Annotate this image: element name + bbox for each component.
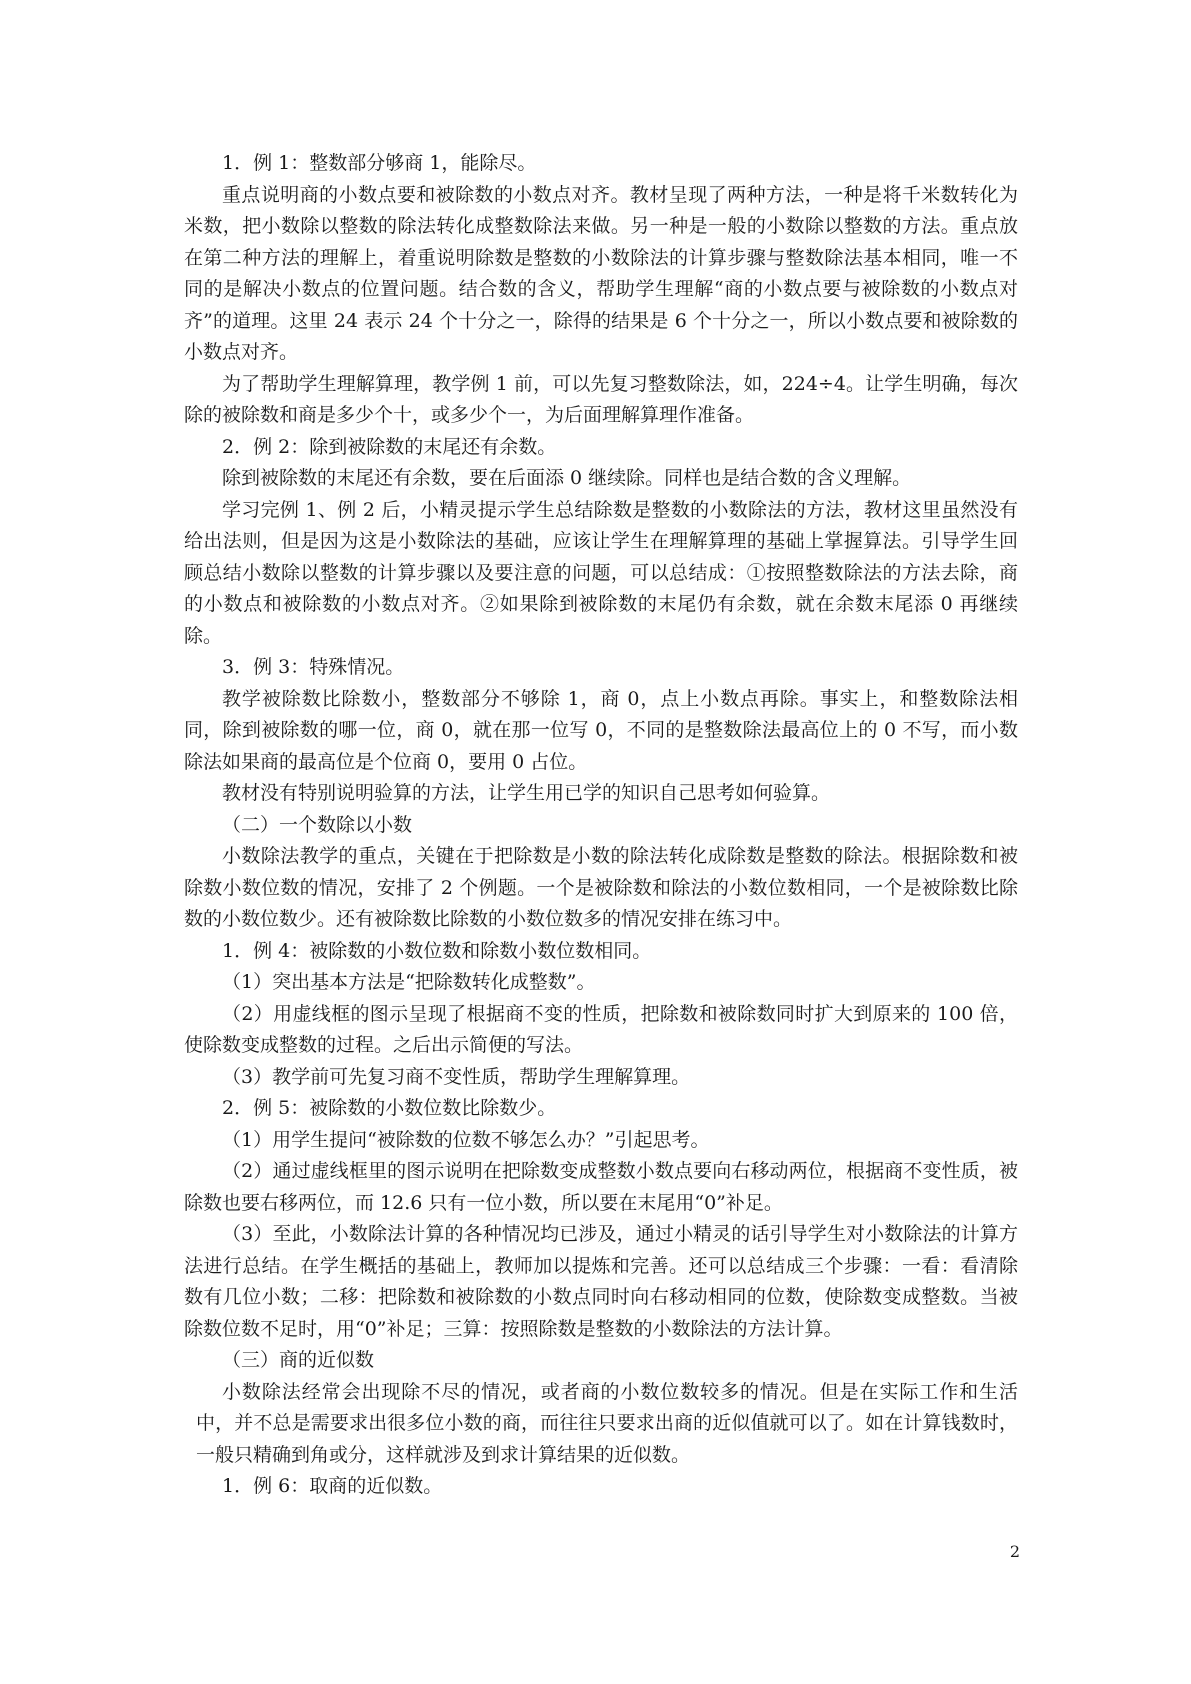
paragraph: （1）用学生提问“被除数的位数不够怎么办？”引起思考。 xyxy=(222,1128,710,1151)
paragraph: 除到被除数的末尾还有余数，要在后面添 0 继续除。同样也是结合数的含义理解。 xyxy=(222,467,912,489)
paragraph-example-6-heading: 1．例 6：取商的近似数。 xyxy=(222,1475,443,1497)
paragraph: 重点说明商的小数点要和被除数的小数点对齐。教材呈现了两种方法，一种是将千米数转化为米数，把小数除以整数的除法转化成整数除法来做。另一种是一般的小数除以整数的方法。重点放在第二种方法的理解上，着重说明除数是整数的小数除法的计算步骤与整数除法基本相同，唯一不同的是解决小数点的位置问题。结合数的含义，帮助学生理解“商的小数点要与被除数的小数点对齐”的道理。这里 24 表示 24 个十分之一，除得的结果是 6 个十分之一，所以小数点要和被除数的小数点对齐。 xyxy=(184,183,1018,363)
paragraph: （1）突出基本方法是“把除数转化成整数”。 xyxy=(222,971,596,993)
page-number: 2 xyxy=(1009,1542,1020,1561)
paragraph: （3）教学前可先复习商不变性质，帮助学生理解算理。 xyxy=(222,1065,691,1088)
paragraph: （2）通过虚线框里的图示说明在把除数变成整数小数点要向右移动两位，根据商不变性质，被除数也要右移两位，而 12.6 只有一位小数，所以要在末尾用“0”补足。 xyxy=(184,1160,1018,1214)
paragraph: （3）至此，小数除法计算的各种情况均已涉及，通过小精灵的话引导学生对小数除法的计算方法进行总结。在学生概括的基础上，教师加以提炼和完善。还可以总结成三个步骤：一看：看清除数有几位小数；二移：把除数和被除数的小数点同时向右移动相同的位数，使除数变成整数。当被除数位数不足时，用“0”补足；三算：按照除数是整数的小数除法的方法计算。 xyxy=(184,1223,1018,1340)
paragraph: 学习完例 1、例 2 后，小精灵提示学生总结除数是整数的小数除法的方法，教材这里虽然没有给出法则，但是因为这是小数除法的基础，应该让学生在理解算理的基础上掌握算法。引导学生回顾总结小数除以整数的计算步骤以及要注意的问题，可以总结成：①按照整数除法的方法去除，商的小数点和被除数的小数点对齐。②如果除到被除数的末尾仍有余数，就在余数末尾添 0 再继续除。 xyxy=(184,498,1018,647)
paragraph: （2）用虚线框的图示呈现了根据商不变的性质，把除数和被除数同时扩大到原来的 100 倍，使除数变成整数的过程。之后出示简便的写法。 xyxy=(184,1002,1018,1056)
paragraph: 为了帮助学生理解算理，教学例 1 前，可以先复习整数除法，如，224÷4。让学生明确，每次除的被除数和商是多少个十，或多少个一，为后面理解算理作准备。 xyxy=(184,372,1018,426)
paragraph: 教材没有特别说明验算的方法，让学生用已学的知识自己思考如何验算。 xyxy=(222,782,831,804)
paragraph-example-5-heading: 2．例 5：被除数的小数位数比除数少。 xyxy=(222,1097,557,1119)
paragraph-example-1-heading: 1．例 1：整数部分够商 1，能除尽。 xyxy=(222,152,537,174)
section-heading-3: （三）商的近似数 xyxy=(222,1349,375,1371)
paragraph-example-4-heading: 1．例 4：被除数的小数位数和除数小数位数相同。 xyxy=(222,939,652,962)
section-heading-2: （二）一个数除以小数 xyxy=(222,813,413,836)
paragraph-example-3-heading: 3．例 3：特殊情况。 xyxy=(222,656,405,678)
paragraph: 小数除法教学的重点，关键在于把除数是小数的除法转化成除数是整数的除法。根据除数和被除数小数位数的情况，安排了 2 个例题。一个是被除数和除法的小数位数相同，一个是被除数比除数的小数位数少。还有被除数比除数的小数位数多的情况安排在练习中。 xyxy=(184,845,1018,930)
body-text xyxy=(184,148,1018,1503)
paragraph: 教学被除数比除数小，整数部分不够除 1，商 0，点上小数点再除。事实上，和整数除法相同，除到被除数的哪一位，商 0，就在那一位写 0，不同的是整数除法最高位上的 0 不写，而小数除法如果商的最高位是个位商 0，要用 0 占位。 xyxy=(184,687,1018,773)
paragraph-example-2-heading: 2．例 2：除到被除数的末尾还有余数。 xyxy=(222,435,557,458)
paragraph: 小数除法经常会出现除不尽的情况，或者商的小数位数较多的情况。但是在实际工作和生活中，并不总是需要求出很多位小数的商，而往往只要求出商的近似值就可以了。如在计算钱数时，一般只精确到角或分，这样就涉及到求计算结果的近似数。 xyxy=(196,1380,1018,1466)
